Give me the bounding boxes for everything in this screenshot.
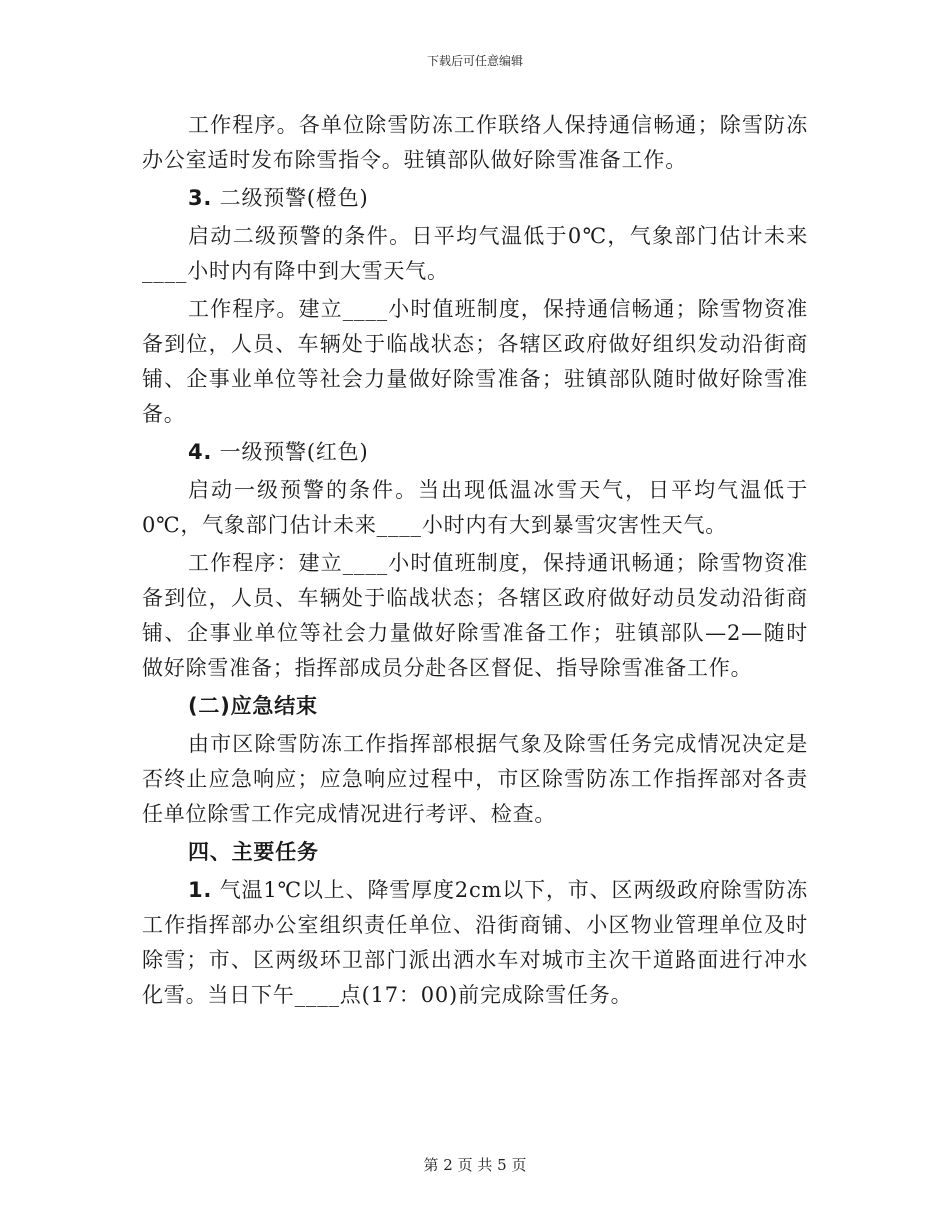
paragraph: 启动一级预警的条件。当出现低温冰雪天气，日平均气温低于0℃，气象部门估计未来____小时内有大到暴雪灾害性天气。 xyxy=(142,478,808,537)
page-header: 下载后可任意编辑 xyxy=(426,54,523,68)
page-footer: 第 2 页 共 5 页 xyxy=(423,1156,527,1174)
numbered-item xyxy=(142,435,808,470)
paragraph: 工作程序。各单位除雪防冻工作联络人保持通信畅通；除雪防冻办公室适时发布除雪指令。驻镇部队做好除雪准备工作。 xyxy=(142,113,808,172)
paragraph: 工作程序：建立____小时值班制度，保持通讯畅通；除雪物资准备到位，人员、车辆处于临战状态；各辖区政府做好动员发动沿街商铺、企事业单位等社会力量做好除雪准备工作；驻镇部队—2—随时做好除雪准备；指挥部成员分赴各区督促、指导除雪准备工作。 xyxy=(142,551,808,680)
paragraph: 由市区除雪防冻工作指挥部根据气象及除雪任务完成情况决定是否终止应急响应；应急响应过程中，市区除雪防冻工作指挥部对各责任单位除雪工作完成情况进行考评、检查。 xyxy=(142,732,808,826)
section-heading: (二)应急结束 xyxy=(188,694,318,718)
paragraph: 启动二级预警的条件。日平均气温低于0℃，气象部门估计未来____小时内有降中到大雪天气。 xyxy=(142,224,808,283)
item-number: 3. xyxy=(188,186,213,210)
item-text: 二级预警(橙色) xyxy=(212,186,369,210)
item-text: 一级预警(红色) xyxy=(212,440,369,464)
section-heading: 四、主要任务 xyxy=(188,840,319,864)
document-body xyxy=(142,108,808,1016)
numbered-item xyxy=(142,873,808,1013)
item-number: 1. xyxy=(188,878,213,902)
numbered-item xyxy=(142,181,808,216)
paragraph: 工作程序。建立____小时值班制度，保持通信畅通；除雪物资准备到位，人员、车辆处于临战状态；各辖区政府做好组织发动沿街商铺、企事业单位等社会力量做好除雪准备；驻镇部队随时做好除雪准备。 xyxy=(142,297,808,426)
item-text: 气温1℃以上、降雪厚度2cm以下，市、区两级政府除雪防冻工作指挥部办公室组织责任单位、沿街商铺、小区物业管理单位及时除雪；市、区两级环卫部门派出洒水车对城市主次干道路面进行冲水化雪。当日下午____点(17：00)前完成除雪任务。 xyxy=(142,878,808,1007)
item-number: 4. xyxy=(188,440,213,464)
